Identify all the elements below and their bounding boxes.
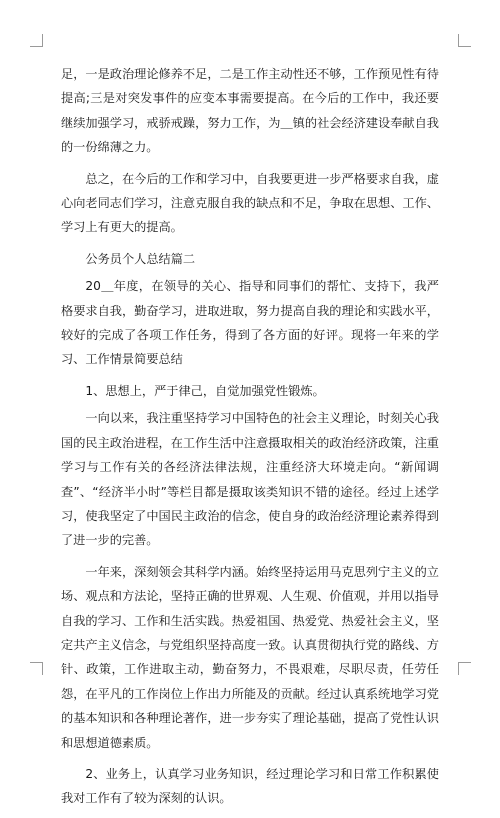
section-title: 公务员个人总结篇二 [85,251,196,266]
paragraph-continuation: 足，一是政治理论修养不足，二是工作主动性还不够，工作预见性有待提高;三是对突发事件的应变本事需要提高。在今后的工作中，我还要继续加强学习，戒骄戒躁，努力工作，为＿镇的社会经济建设奉献自我的一份绵薄之力。 [61,67,439,155]
paragraph-summary: 总之，在今后的工作和学习中，自我要更进一步严格要求自我，虚心向老同志们学习，注意克服自我的缺点和不足，争取在思想、工作、学习上有更大的提高。 [61,171,439,235]
point-heading-1: 1、思想上，严于律己，自觉加强党性锻炼。 [85,383,325,398]
point-heading-2: 2、业务上，认真学习业务知识，经过理论学习和日常工作积累使我对工作有了较为深刻的认识。 [61,766,439,806]
document-body [61,62,439,818]
crop-mark-bottom-right [458,662,471,675]
paragraph-study: 一向以来，我注重坚持学习中国特色的社会主义理论，时刻关心我国的民主政治进程，在工作生活中注意摄取相关的政治经济政策，注重学习与工作有关的各经济法律法规，注重经济大环境走向。“新闻调查”、“经济半小时”等栏目都是摄取该类知识不错的途径。经过上述学习，使我坚定了中国民主政治的信念，使自身的政治经济理论素养得到了进一步的完善。 [61,411,439,548]
crop-mark-top-right [458,34,471,47]
crop-mark-top-left [30,34,43,47]
paragraph-practice: 一年来，深刻领会其科学内涵。始终坚持运用马克思列宁主义的立场、观点和方法论，坚持正确的世界观、人生观、价值观，并用以指导自我的学习、工作和生活实践。热爱祖国、热爱党、热爱社会主义，坚定共产主义信念，与党组织坚持高度一致。认真贯彻执行党的路线、方针、政策，工作进取主动，勤奋努力，不畏艰难，尽职尽责，任劳任怨，在平凡的工作岗位上作出力所能及的贡献。经过认真系统地学习党的基本知识和各种理论著作，进一步夯实了理论基础，提高了党性认识和思想道德素质。 [61,564,439,750]
crop-mark-bottom-left [30,662,43,675]
paragraph-intro: 20＿年度，在领导的关心、指导和同事们的帮忙、支持下，我严格要求自我，勤奋学习，进取进取，努力提高自我的理论和实践水平，较好的完成了各项工作任务，得到了各方面的好评。现将一年来的学习、工作情景简要总结 [61,279,439,367]
